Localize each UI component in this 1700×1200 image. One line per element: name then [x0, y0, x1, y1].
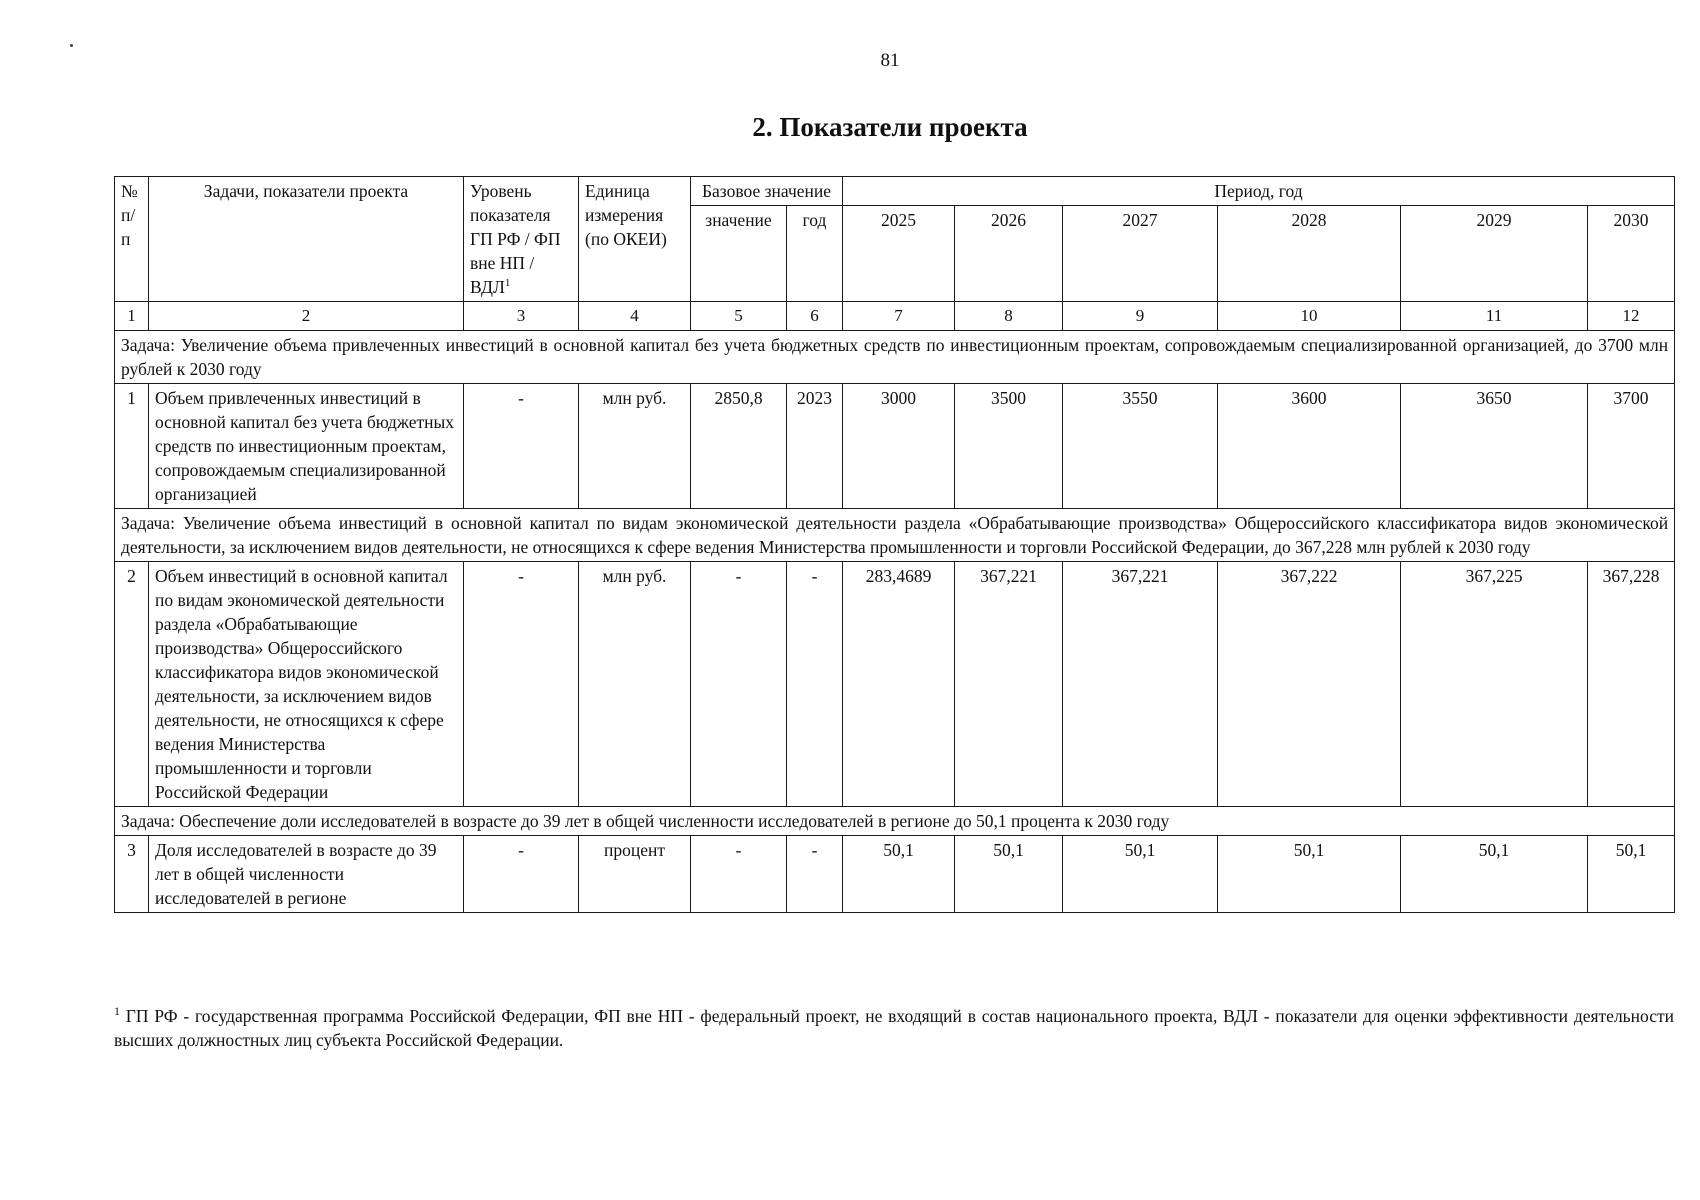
task-row — [115, 807, 1675, 836]
base-year: - — [787, 562, 843, 807]
indicator-unit: млн руб. — [579, 562, 691, 807]
indicator-row — [115, 384, 1675, 509]
base-year: - — [787, 836, 843, 913]
column-number: 6 — [787, 302, 843, 331]
column-number: 3 — [464, 302, 579, 331]
task-row — [115, 331, 1675, 384]
base-value: 2850,8 — [691, 384, 787, 509]
scan-artifact — [70, 44, 73, 47]
indicator-name: Объем привлеченных инвестиций в основной капитал без учета бюджетных средств по инвестиционным проектам, сопровождаемым специализированной организацией — [149, 384, 464, 509]
period-value: 367,221 — [955, 562, 1063, 807]
column-number: 10 — [1218, 302, 1401, 331]
column-number: 12 — [1588, 302, 1675, 331]
header-base: Базовое значение — [691, 177, 843, 206]
footnote-text: ГП РФ - государственная программа Российской Федерации, ФП вне НП - федеральный проект, не входящий в состав национального проекта, ВДЛ - показатели для оценки эффективности деятельности высших должностных лиц субъекта Российской Федерации. — [114, 1006, 1674, 1050]
page-number: 81 — [880, 50, 900, 71]
period-value: 3600 — [1218, 384, 1401, 509]
column-number: 8 — [955, 302, 1063, 331]
column-number: 11 — [1401, 302, 1588, 331]
period-value: 3500 — [955, 384, 1063, 509]
task-text: Задача: Обеспечение доли исследователей в возрасте до 39 лет в общей численности исследователей в регионе до 50,1 процента к 2030 году — [115, 807, 1675, 836]
column-numbers-row — [115, 302, 1675, 331]
period-value: 367,222 — [1218, 562, 1401, 807]
indicator-row — [115, 836, 1675, 913]
column-number: 7 — [843, 302, 955, 331]
column-number: 1 — [115, 302, 149, 331]
indicator-unit: процент — [579, 836, 691, 913]
header-period: Период, год — [843, 177, 1675, 206]
header-tasks: Задачи, показатели проекта — [149, 177, 464, 302]
column-number: 2 — [149, 302, 464, 331]
period-value: 3000 — [843, 384, 955, 509]
indicator-level: - — [464, 384, 579, 509]
indicator-unit: млн руб. — [579, 384, 691, 509]
page-title: 2. Показатели проекта — [752, 112, 1028, 142]
period-value: 3550 — [1063, 384, 1218, 509]
header-year: 2026 — [955, 206, 1063, 302]
footnote — [114, 1004, 1674, 1052]
period-value: 50,1 — [1401, 836, 1588, 913]
period-value: 50,1 — [955, 836, 1063, 913]
period-value: 283,4689 — [843, 562, 955, 807]
header-num: № п/п — [115, 177, 149, 302]
indicator-name: Объем инвестиций в основной капитал по видам экономической деятельности раздела «Обрабатывающие производства» Общероссийского классификатора видов экономической деятельности, за исключением видов деятельности, не относящихся к сфере ведения Министерства промышленности и торговли Российской Федерации — [149, 562, 464, 807]
header-year: 2027 — [1063, 206, 1218, 302]
column-number: 4 — [579, 302, 691, 331]
period-value: 367,225 — [1401, 562, 1588, 807]
indicator-row — [115, 562, 1675, 807]
header-unit: Единица измерения (по ОКЕИ) — [579, 177, 691, 302]
period-value: 50,1 — [1588, 836, 1675, 913]
task-text: Задача: Увеличение объема привлеченных инвестиций в основной капитал без учета бюджетных средств по инвестиционным проектам, сопровождаемым специализированной организацией, до 3700 млн рублей к 2030 году — [115, 331, 1675, 384]
period-value: 3650 — [1401, 384, 1588, 509]
row-number: 3 — [115, 836, 149, 913]
indicators-table — [114, 176, 1675, 913]
base-value: - — [691, 836, 787, 913]
indicator-level: - — [464, 562, 579, 807]
period-value: 50,1 — [843, 836, 955, 913]
header-year: 2028 — [1218, 206, 1401, 302]
row-number: 1 — [115, 384, 149, 509]
header-base-year: год — [787, 206, 843, 302]
header-year: 2025 — [843, 206, 955, 302]
column-number: 5 — [691, 302, 787, 331]
period-value: 50,1 — [1063, 836, 1218, 913]
period-value: 3700 — [1588, 384, 1675, 509]
indicator-name: Доля исследователей в возрасте до 39 лет в общей численности исследователей в регионе — [149, 836, 464, 913]
row-number: 2 — [115, 562, 149, 807]
footnote-mark: 1 — [114, 1004, 120, 1019]
base-value: - — [691, 562, 787, 807]
indicator-level: - — [464, 836, 579, 913]
period-value: 367,228 — [1588, 562, 1675, 807]
header-row-1 — [115, 177, 1675, 206]
header-year: 2029 — [1401, 206, 1588, 302]
header-year: 2030 — [1588, 206, 1675, 302]
task-row — [115, 509, 1675, 562]
header-base-value: значение — [691, 206, 787, 302]
task-text: Задача: Увеличение объема инвестиций в основной капитал по видам экономической деятельности раздела «Обрабатывающие производства» Общероссийского классификатора видов экономической деятельности, за исключением видов деятельности, не относящихся к сфере ведения Министерства промышленности и торговли Российской Федерации, до 367,228 млн рублей к 2030 году — [115, 509, 1675, 562]
column-number: 9 — [1063, 302, 1218, 331]
header-level: Уровень показателя ГП РФ / ФП вне НП / ВДЛ$^1$ — [464, 177, 579, 302]
base-year: 2023 — [787, 384, 843, 509]
period-value: 367,221 — [1063, 562, 1218, 807]
period-value: 50,1 — [1218, 836, 1401, 913]
